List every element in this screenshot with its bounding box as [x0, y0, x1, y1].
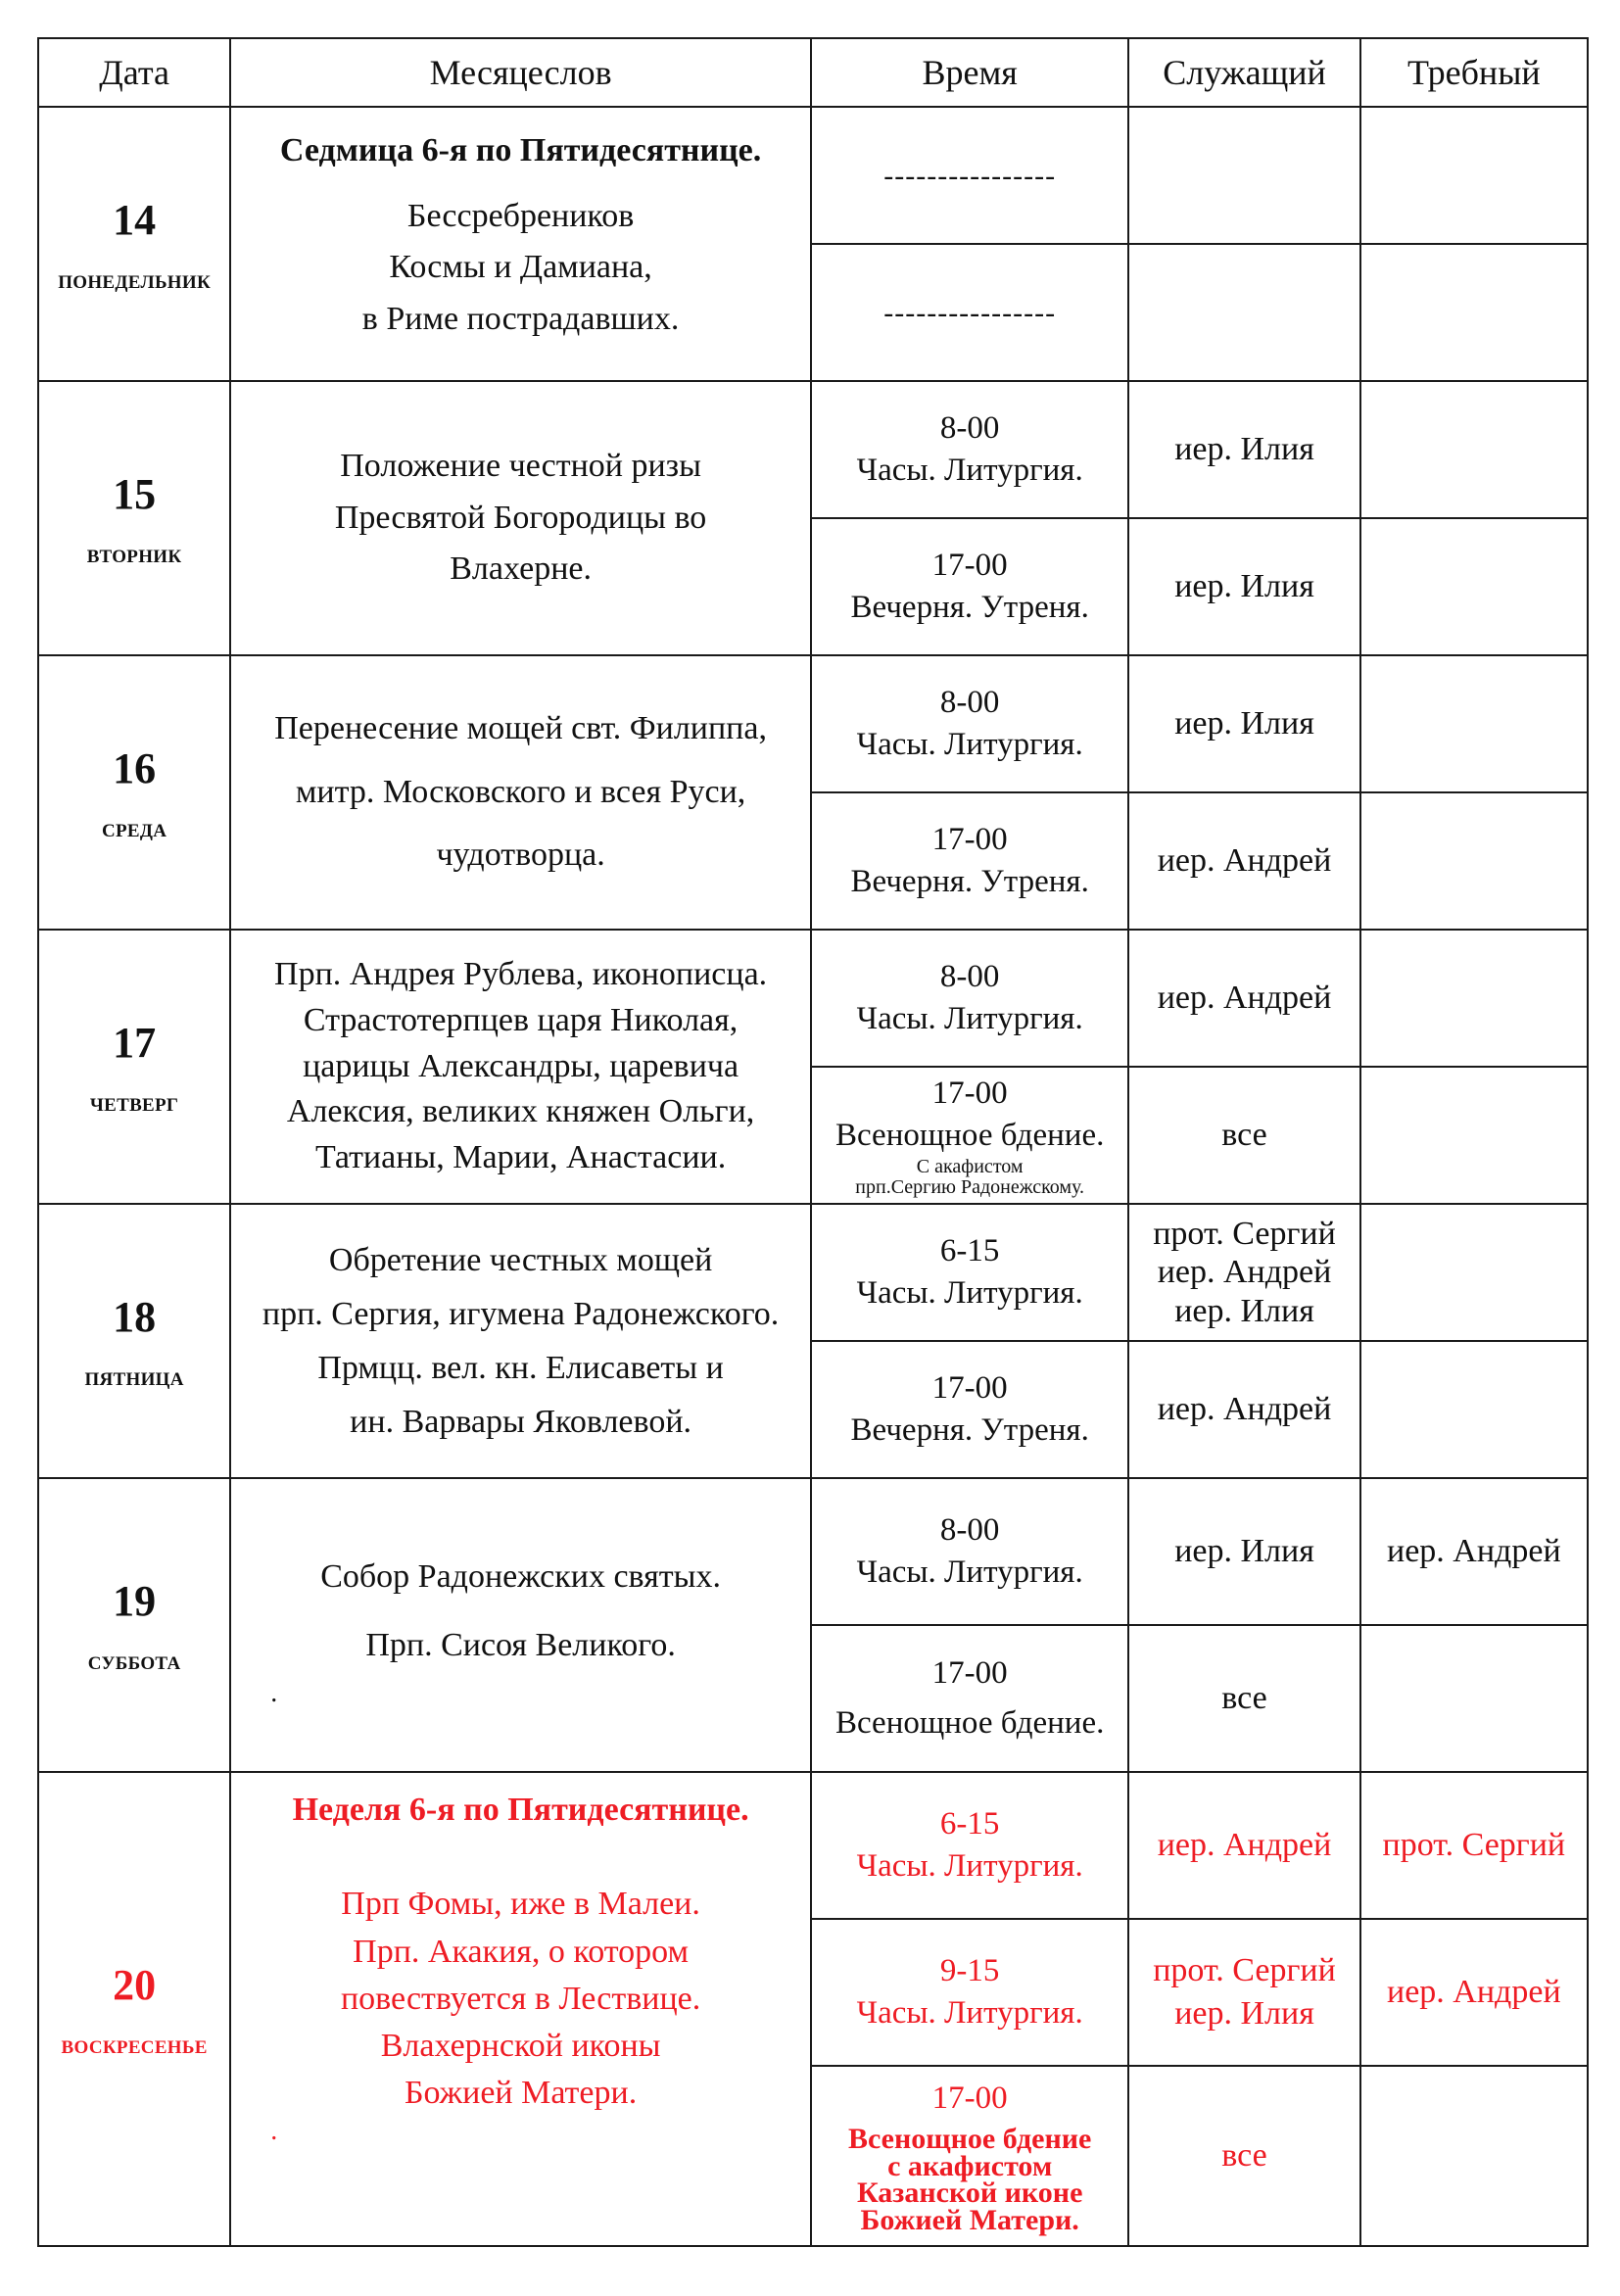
duty-priest: иер. Андрей [1387, 1532, 1561, 1569]
service-name: Часы. Литургия. [856, 1001, 1083, 1036]
day-name: ПОНЕДЕЛЬНИК [58, 271, 212, 293]
menologion-line: прп. Сергия, игумена Радонежского. [262, 1295, 780, 1332]
service-name: Вечерня. Утреня. [850, 864, 1089, 899]
header-time: Время [811, 38, 1128, 107]
service-name: Часы. Литургия. [856, 453, 1083, 488]
duty-cell [1360, 244, 1588, 381]
time-cell [811, 2066, 1128, 2246]
menologion-line: Прп Фомы, иже в Малеи. [341, 1886, 700, 1923]
service-name: Вечерня. Утреня. [850, 590, 1089, 625]
menologion-line: Влахерне. [450, 550, 592, 588]
service-note: С акафистом [916, 1155, 1024, 1177]
menologion-line: царицы Александры, царевича [303, 1047, 739, 1084]
serving-priest: все [1221, 1116, 1267, 1153]
service-time: 6-15 [939, 1233, 1000, 1269]
menologion-line: Алексия, великих княжен Ольги, [286, 1093, 755, 1130]
service-time: 17-00 [931, 1370, 1008, 1407]
serving-priest: все [1221, 1679, 1267, 1716]
schedule-table [37, 37, 1589, 2247]
service-note: Божией Матери. [860, 2204, 1079, 2237]
day-name: ВТОРНИК [86, 546, 182, 567]
duty-cell [1360, 107, 1588, 244]
serving-cell [1128, 107, 1359, 244]
serving-cell [1128, 1478, 1359, 1625]
service-name: Часы. Литургия. [856, 1848, 1083, 1884]
duty-priest: иер. Андрей [1387, 1973, 1561, 2010]
header-date: Дата [38, 38, 230, 107]
serving-cell [1128, 1341, 1359, 1478]
service-name: Часы. Литургия. [856, 1555, 1083, 1590]
service-note: Всенощное бдение [847, 2123, 1092, 2156]
menologion-cell [230, 1204, 811, 1478]
day-number: 20 [113, 1960, 157, 2009]
menologion-line: Космы и Дамиана, [389, 249, 652, 286]
serving-cell [1128, 1067, 1359, 1204]
menologion-line: митр. Московского и всея Руси, [295, 773, 746, 810]
table-row [38, 655, 1588, 792]
menologion-line: в Риме пострадавших. [361, 301, 680, 338]
menologion-line: Прп. Сисоя Великого. [365, 1627, 676, 1663]
menologion-line: Божией Матери. [404, 2075, 638, 2112]
time-cell [811, 1478, 1128, 1625]
duty-cell [1360, 381, 1588, 518]
duty-cell [1360, 1772, 1588, 1919]
menologion-line: чудотворца. [436, 837, 605, 874]
serving-cell [1128, 381, 1359, 518]
day-name: ВОСКРЕСЕНЬЕ [61, 2036, 208, 2058]
time-cell [811, 930, 1128, 1067]
day-name: СУББОТА [87, 1652, 181, 1674]
table-row [38, 107, 1588, 244]
serving-priest: иер. Андрей [1157, 1826, 1332, 1863]
date-cell [38, 930, 230, 1204]
menologion-line: Влахернской иконы [380, 2028, 661, 2065]
time-cell [811, 244, 1128, 381]
duty-cell [1360, 1625, 1588, 1772]
duty-cell [1360, 2066, 1588, 2246]
duty-cell [1360, 1341, 1588, 1478]
menologion-line: Прп. Акакия, о котором [353, 1933, 690, 1970]
time-cell [811, 1625, 1128, 1772]
serving-cell [1128, 518, 1359, 655]
service-time: 8-00 [939, 410, 1000, 447]
duty-cell [1360, 655, 1588, 792]
day-number: 16 [113, 743, 157, 792]
date-cell [38, 381, 230, 655]
duty-cell [1360, 1067, 1588, 1204]
date-cell [38, 1204, 230, 1478]
serving-priest: иер. Андрей [1157, 1254, 1332, 1291]
table-row [38, 930, 1588, 1067]
menologion-line: Страстотерпцев царя Николая, [303, 1001, 739, 1038]
serving-priest: иер. Илия [1174, 430, 1314, 467]
header-menologion: Месяцеслов [230, 38, 811, 107]
serving-priest: все [1221, 2136, 1267, 2174]
menologion-line: Обретение честных мощей [328, 1241, 713, 1278]
time-cell [811, 655, 1128, 792]
service-time: 8-00 [939, 1512, 1000, 1549]
time-empty-dash: ---------------- [883, 159, 1057, 192]
menologion-line: Прмцц. вел. кн. Елисаветы и [317, 1350, 724, 1386]
day-number: 18 [113, 1292, 157, 1341]
menologion-cell [230, 655, 811, 930]
time-empty-dash: ---------------- [883, 296, 1057, 329]
serving-priest: иер. Андрей [1157, 979, 1332, 1016]
serving-priest: прот. Сергий [1153, 1216, 1336, 1253]
time-cell [811, 1772, 1128, 1919]
menologion-line: Седмица 6-я по Пятидесятнице. [279, 132, 762, 168]
time-cell [811, 1067, 1128, 1204]
time-cell [811, 792, 1128, 930]
service-name: Всенощное бдение. [834, 1118, 1105, 1153]
serving-priest: прот. Сергий [1153, 1951, 1336, 1988]
day-name: ПЯТНИЦА [84, 1368, 184, 1390]
time-cell [811, 107, 1128, 244]
day-number: 14 [113, 195, 157, 244]
time-cell [811, 1919, 1128, 2066]
duty-cell [1360, 792, 1588, 930]
serving-cell [1128, 1204, 1359, 1341]
menologion-cell [230, 107, 811, 381]
service-name: Часы. Литургия. [856, 727, 1083, 762]
serving-cell [1128, 792, 1359, 930]
serving-priest: иер. Илия [1174, 1292, 1314, 1329]
serving-priest: иер. Илия [1174, 567, 1314, 604]
menologion-cell [230, 1772, 811, 2246]
duty-cell [1360, 930, 1588, 1067]
day-name: СРЕДА [101, 820, 167, 841]
serving-cell [1128, 1625, 1359, 1772]
duty-cell [1360, 1478, 1588, 1625]
menologion-line: Татианы, Марии, Анастасии. [314, 1139, 727, 1176]
menologion-line: Неделя 6-я по Пятидесятнице. [292, 1792, 749, 1828]
service-note: прп.Сергию Радонежскому. [855, 1175, 1085, 1198]
duty-cell [1360, 1919, 1588, 2066]
duty-cell [1360, 1204, 1588, 1341]
header-serving: Служащий [1128, 38, 1359, 107]
menologion-cell [230, 1478, 811, 1772]
menologion-line: Бессребреников [406, 197, 635, 234]
menologion-line: Пресвятой Богородицы во [334, 499, 707, 536]
service-time: 17-00 [931, 1654, 1008, 1691]
menologion-line: Прп. Андрея Рублева, иконописца. [274, 955, 768, 992]
serving-cell [1128, 2066, 1359, 2246]
duty-cell [1360, 518, 1588, 655]
service-name: Вечерня. Утреня. [850, 1412, 1089, 1448]
stray-dot: . [270, 2115, 278, 2146]
menologion-line: Перенесение мощей свт. Филиппа, [274, 710, 767, 747]
spacer [231, 1834, 810, 1881]
date-cell [38, 1478, 230, 1772]
service-time: 17-00 [931, 1076, 1008, 1112]
service-name: Часы. Литургия. [856, 1275, 1083, 1311]
serving-priest: иер. Андрей [1157, 1390, 1332, 1427]
service-time: 8-00 [939, 959, 1000, 995]
service-note: с акафистом [887, 2149, 1053, 2182]
stray-dot: . [270, 1677, 278, 1708]
serving-priest: иер. Илия [1174, 1995, 1314, 2032]
serving-cell [1128, 1772, 1359, 1919]
serving-cell [1128, 930, 1359, 1067]
menologion-cell [230, 381, 811, 655]
service-time: 6-15 [939, 1806, 1000, 1842]
menologion-line: Положение честной ризы [340, 447, 701, 484]
serving-cell [1128, 244, 1359, 381]
day-name: ЧЕТВЕРГ [89, 1094, 179, 1116]
serving-cell [1128, 655, 1359, 792]
table-row [38, 1772, 1588, 1919]
serving-priest: иер. Илия [1174, 704, 1314, 741]
date-cell [38, 107, 230, 381]
time-cell [811, 518, 1128, 655]
date-cell [38, 655, 230, 930]
table-row [38, 1204, 1588, 1341]
serving-priest: иер. Андрей [1157, 841, 1332, 879]
time-cell [811, 1341, 1128, 1478]
service-time: 17-00 [931, 822, 1008, 858]
service-time: 17-00 [931, 2081, 1008, 2117]
menologion-line: Собор Радонежских святых. [320, 1558, 721, 1596]
serving-priest: иер. Илия [1174, 1532, 1314, 1569]
time-cell [811, 1204, 1128, 1341]
service-time: 9-15 [939, 1953, 1000, 1989]
date-cell [38, 1772, 230, 2246]
table-row [38, 1478, 1588, 1625]
service-note: Казанской иконе [856, 2176, 1083, 2210]
day-number: 17 [113, 1018, 157, 1067]
service-time: 8-00 [939, 685, 1000, 721]
menologion-cell [230, 930, 811, 1204]
menologion-line: ин. Варвары Яковлевой. [350, 1404, 692, 1441]
serving-cell [1128, 1919, 1359, 2066]
service-name: Всенощное бдение. [834, 1705, 1105, 1741]
header-row [38, 38, 1588, 107]
menologion-line: повествуется в Лествице. [340, 1980, 701, 2017]
day-number: 19 [113, 1576, 157, 1625]
time-cell [811, 381, 1128, 518]
service-name: Часы. Литургия. [856, 1995, 1083, 2031]
day-number: 15 [113, 469, 157, 518]
table-row [38, 381, 1588, 518]
duty-priest: прот. Сергий [1382, 1826, 1566, 1863]
header-duty: Требный [1360, 38, 1588, 107]
service-time: 17-00 [931, 548, 1008, 584]
